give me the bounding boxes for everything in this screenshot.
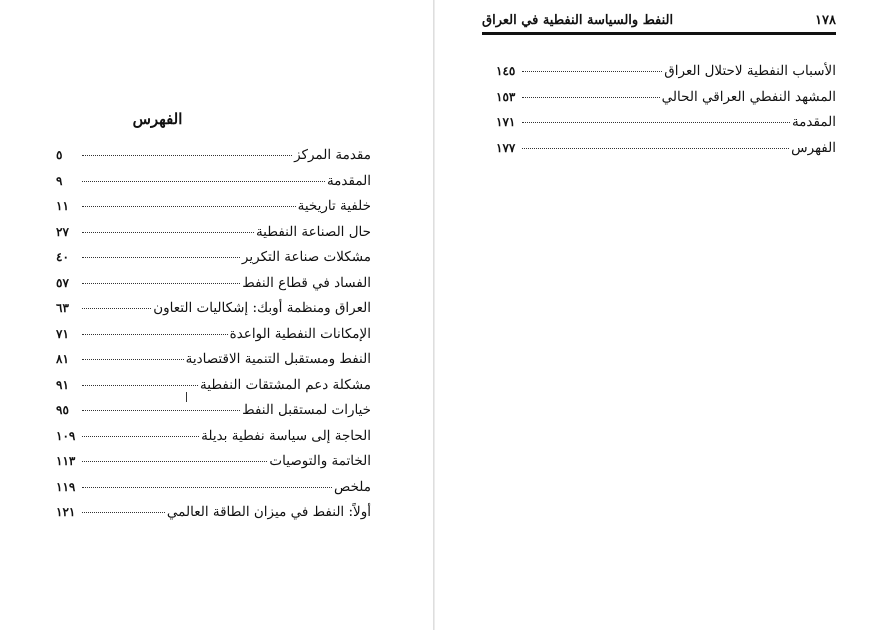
- dot-leader: [82, 307, 151, 309]
- toc-entry-title: الفساد في قطاع النفط: [242, 274, 371, 291]
- toc-entry-page-number: ١١٩: [56, 479, 76, 494]
- toc-entry-title: الخاتمة والتوصيات: [269, 453, 371, 469]
- toc-entry-title: الأسباب النفطية لاحتلال العراق: [664, 63, 836, 79]
- toc-entry-page-number: ١٤٥: [496, 64, 516, 78]
- page-number: ١٧٨: [815, 12, 836, 28]
- toc-entry-page-number: ٩١: [56, 377, 69, 392]
- toc-entry-page-number: ٦٣: [56, 301, 69, 315]
- toc-entry-page-number: ١١: [56, 199, 69, 213]
- dot-leader: [522, 121, 790, 123]
- toc-entry: [496, 110, 836, 136]
- dot-leader: [82, 231, 254, 233]
- toc-entry-title: الإمكانات النفطية الواعدة: [229, 325, 371, 342]
- toc-entry-title: العراق ومنظمة أوبك: إشكاليات التعاون: [153, 300, 371, 316]
- toc-entry-title: مشكلة دعم المشتقات النفطية: [200, 376, 371, 393]
- toc-entry-title: النفط ومستقبل التنمية الاقتصادية: [185, 351, 371, 367]
- toc-entry-title: ملخص: [334, 478, 371, 495]
- right-page: [436, 0, 870, 630]
- toc-entry-page-number: ٩٥: [56, 403, 69, 417]
- toc-entry-page-number: ١٠٩: [56, 428, 76, 443]
- index-title: الفهرس: [132, 110, 183, 128]
- toc-entry-title: حال الصناعة النفطية: [255, 223, 371, 240]
- toc-entry: [56, 449, 371, 475]
- toc-entry-page-number: ١١٣: [56, 454, 76, 468]
- toc-entry: [496, 85, 836, 111]
- dot-leader: [82, 282, 240, 284]
- toc-entry: [56, 143, 371, 169]
- toc-entry-page-number: ١٥٣: [496, 89, 516, 104]
- toc-entry: [56, 347, 371, 373]
- toc-entry: [56, 424, 371, 450]
- right-toc-list: [496, 59, 836, 161]
- stray-mark: [186, 392, 187, 402]
- toc-entry: [496, 136, 836, 162]
- toc-entry-title: خلفية تاريخية: [297, 198, 371, 214]
- toc-entry-page-number: ١٧١: [496, 115, 516, 129]
- toc-entry-title: المشهد النفطي العراقي الحالي: [661, 88, 836, 105]
- toc-entry-page-number: ٧١: [56, 326, 69, 341]
- toc-entry: [56, 194, 371, 220]
- toc-entry: [56, 475, 371, 501]
- toc-entry: [56, 296, 371, 322]
- running-header: [482, 10, 836, 30]
- dot-leader: [82, 333, 228, 335]
- left-toc-list: [56, 143, 371, 526]
- dot-leader: [82, 511, 165, 513]
- toc-entry-title: مقدمة المركز: [294, 147, 371, 163]
- toc-entry: [56, 322, 371, 348]
- dot-leader: [82, 205, 296, 207]
- toc-entry: [56, 245, 371, 271]
- toc-entry: [496, 59, 836, 85]
- dot-leader: [82, 384, 198, 386]
- toc-entry: [56, 398, 371, 424]
- toc-entry: [56, 500, 371, 526]
- toc-entry: [56, 373, 371, 399]
- book-spine: [433, 0, 435, 630]
- toc-entry-page-number: ٩: [56, 173, 63, 188]
- dot-leader: [522, 147, 789, 149]
- header-rule: [482, 32, 836, 35]
- dot-leader: [82, 180, 325, 182]
- toc-entry-title: المقدمة: [791, 114, 836, 130]
- toc-entry-page-number: ٢٧: [56, 224, 69, 239]
- dot-leader: [522, 70, 662, 72]
- toc-entry-page-number: ٤٠: [56, 250, 69, 264]
- book-title: النفط والسياسة النفطية في العراق: [482, 12, 674, 28]
- dot-leader: [82, 358, 184, 360]
- toc-entry: [56, 220, 371, 246]
- toc-entry: [56, 271, 371, 297]
- dot-leader: [82, 256, 240, 258]
- toc-entry-page-number: ٥٧: [56, 275, 69, 290]
- toc-entry-title: الفهرس: [791, 139, 836, 156]
- toc-entry-title: خيارات لمستقبل النفط: [242, 402, 371, 418]
- toc-entry-title: أولاً: النفط في ميزان الطاقة العالمي: [166, 504, 371, 520]
- dot-leader: [82, 486, 332, 488]
- dot-leader: [82, 409, 240, 411]
- toc-entry: [56, 169, 371, 195]
- toc-entry-title: مشكلات صناعة التكرير: [241, 249, 371, 265]
- toc-entry-page-number: ١٧٧: [496, 140, 516, 155]
- left-page: [0, 0, 434, 630]
- dot-leader: [82, 460, 267, 462]
- dot-leader: [82, 435, 199, 437]
- toc-entry-page-number: ٨١: [56, 352, 69, 366]
- toc-entry-title: الحاجة إلى سياسة نفطية بديلة: [201, 427, 371, 444]
- dot-leader: [82, 154, 292, 156]
- toc-entry-page-number: ١٢١: [56, 505, 76, 519]
- toc-entry-title: المقدمة: [326, 172, 371, 189]
- toc-entry-page-number: ٥: [56, 148, 63, 162]
- dot-leader: [522, 96, 660, 98]
